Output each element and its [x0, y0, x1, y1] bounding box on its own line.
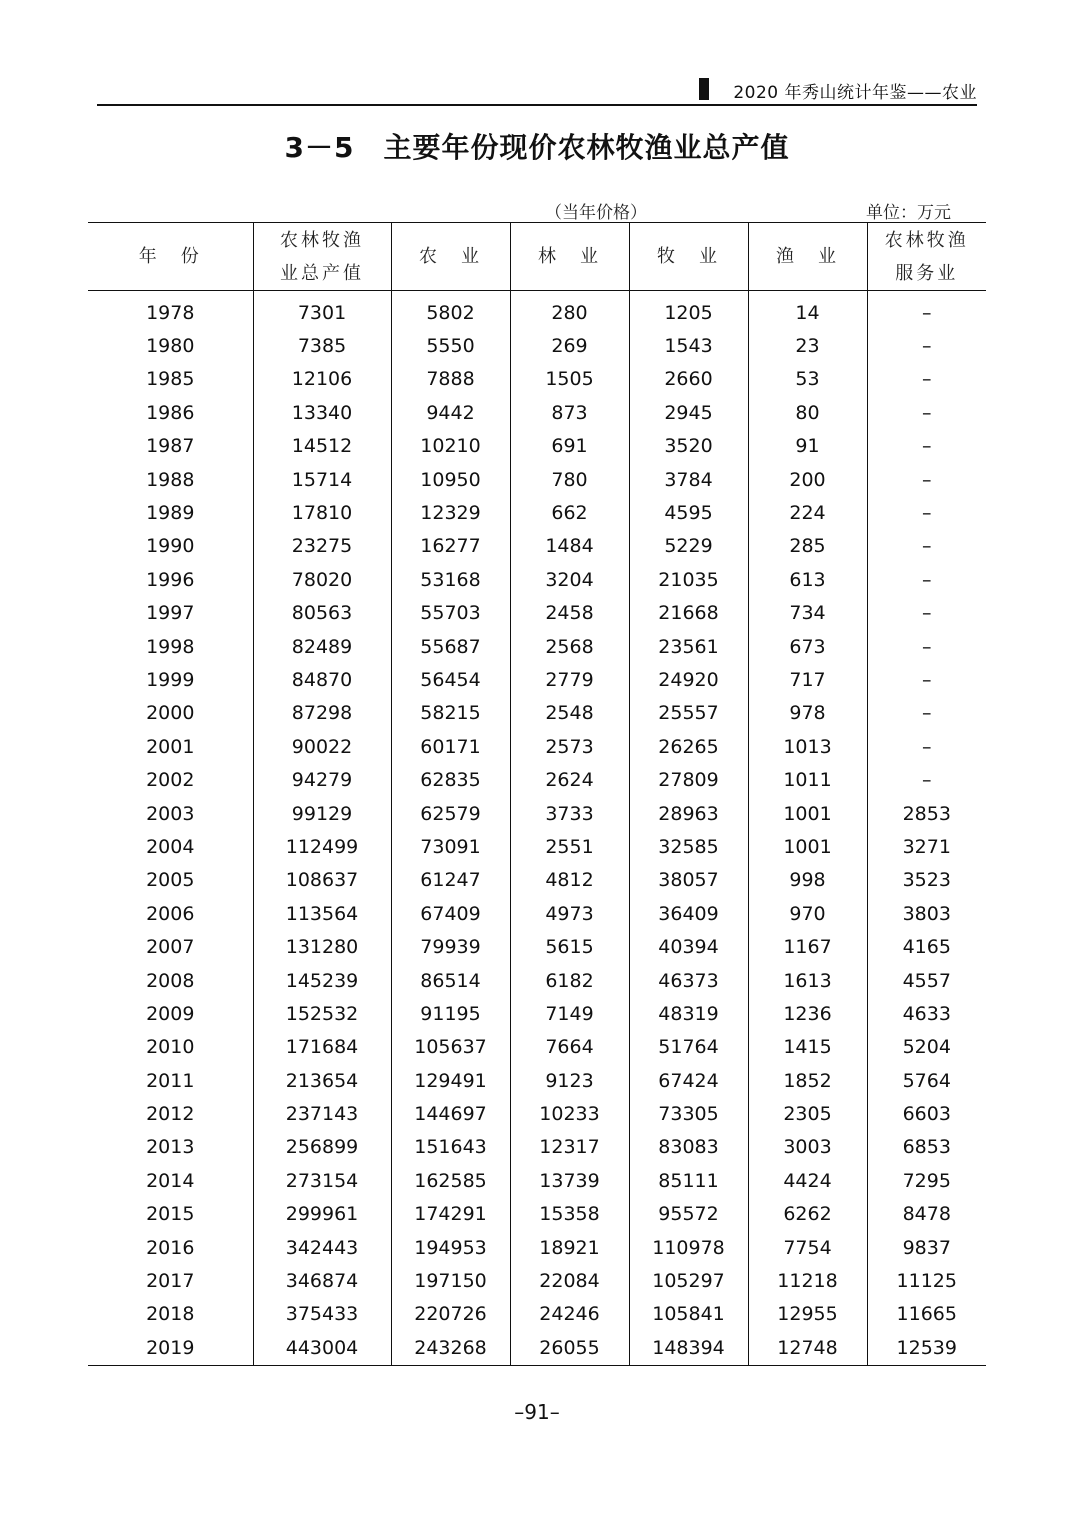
col-fishery-cell: 7754 [748, 1231, 867, 1264]
table-row [88, 1231, 986, 1264]
table-row [88, 797, 986, 830]
col-services-cell: 2853 [867, 797, 986, 830]
col-agriculture-cell: 10210 [391, 430, 510, 463]
col-agriculture-cell: 55703 [391, 597, 510, 630]
col-agriculture-cell: 5802 [391, 291, 510, 330]
col-animal-husbandry-cell: 38057 [629, 864, 748, 897]
col-services-cell: – [867, 530, 986, 563]
col-forestry-cell: 5615 [510, 930, 629, 963]
col-total-output-cell: 342443 [253, 1231, 391, 1264]
col-forestry-cell: 280 [510, 291, 629, 330]
col-services-cell: 3271 [867, 830, 986, 863]
col-fishery-cell: 224 [748, 496, 867, 529]
col-fishery-cell: 6262 [748, 1198, 867, 1231]
col-total-output-cell: 14512 [253, 430, 391, 463]
col-agriculture-cell: 79939 [391, 930, 510, 963]
col-agriculture-cell: 243268 [391, 1331, 510, 1365]
col-fishery-cell: 14 [748, 291, 867, 330]
col-fishery-cell: 1001 [748, 797, 867, 830]
col-services-cell: – [867, 697, 986, 730]
data-table-container [88, 222, 986, 1366]
col-animal-husbandry-cell: 27809 [629, 763, 748, 796]
table-row [88, 730, 986, 763]
col-fishery-header: 渔 业 [748, 223, 867, 291]
col-agriculture-cell: 174291 [391, 1198, 510, 1231]
table-row [88, 430, 986, 463]
col-total-output-cell: 15714 [253, 463, 391, 496]
table-row [88, 864, 986, 897]
col-year-cell: 2005 [146, 869, 195, 892]
col-total-output-cell: 443004 [253, 1331, 391, 1365]
col-total-output-cell: 273154 [253, 1164, 391, 1197]
col-total-output-cell: 99129 [253, 797, 391, 830]
col-animal-husbandry-cell: 1205 [629, 291, 748, 330]
col-services-cell: 5764 [867, 1064, 986, 1097]
col-year-cell: 1996 [146, 568, 195, 591]
col-forestry-header: 林 业 [510, 223, 629, 291]
col-services-cell: 12539 [867, 1331, 986, 1365]
table-header-row [88, 223, 986, 291]
data-table [88, 222, 986, 1366]
col-agriculture-cell: 86514 [391, 964, 510, 997]
col-services-cell: – [867, 329, 986, 362]
col-services-cell: 3803 [867, 897, 986, 930]
col-forestry-cell: 4973 [510, 897, 629, 930]
col-agriculture-cell: 194953 [391, 1231, 510, 1264]
table-row [88, 1064, 986, 1097]
col-year-cell: 2004 [146, 835, 195, 858]
table-row [88, 997, 986, 1030]
col-animal-husbandry-cell: 3784 [629, 463, 748, 496]
col-animal-husbandry-cell: 36409 [629, 897, 748, 930]
col-animal-husbandry-cell: 21668 [629, 597, 748, 630]
col-year-cell: 2011 [146, 1069, 195, 1092]
table-row [88, 530, 986, 563]
running-title: 2020 年秀山统计年鉴——农业 [733, 83, 977, 103]
col-year-cell: 2012 [146, 1103, 195, 1126]
col-forestry-cell: 22084 [510, 1264, 629, 1297]
col-forestry-cell: 6182 [510, 964, 629, 997]
col-forestry-cell: 9123 [510, 1064, 629, 1097]
col-agriculture-header: 农 业 [391, 223, 510, 291]
col-fishery-cell: 1001 [748, 830, 867, 863]
col-forestry-cell: 15358 [510, 1198, 629, 1231]
table-row [88, 1097, 986, 1130]
col-year-cell: 1998 [146, 635, 195, 658]
col-year-cell: 1990 [146, 535, 195, 558]
col-fishery-cell: 200 [748, 463, 867, 496]
col-year-cell: 2000 [146, 702, 195, 725]
col-total-output-cell: 80563 [253, 597, 391, 630]
col-agriculture-cell: 62835 [391, 763, 510, 796]
col-total-output-cell: 94279 [253, 763, 391, 796]
col-agriculture-cell: 151643 [391, 1131, 510, 1164]
col-animal-husbandry-cell: 95572 [629, 1198, 748, 1231]
col-animal-husbandry-cell: 46373 [629, 964, 748, 997]
col-agriculture-cell: 5550 [391, 329, 510, 362]
col-total-output-cell: 152532 [253, 997, 391, 1030]
col-animal-husbandry-cell: 40394 [629, 930, 748, 963]
col-year-cell: 1999 [146, 668, 195, 691]
col-services-cell: 11125 [867, 1264, 986, 1297]
col-services-cell: – [867, 630, 986, 663]
col-fishery-cell: 4424 [748, 1164, 867, 1197]
col-services-cell: – [867, 363, 986, 396]
col-services-cell: 8478 [867, 1198, 986, 1231]
col-year-cell: 2019 [88, 1331, 253, 1365]
col-year-cell: 1989 [146, 502, 195, 525]
col-animal-husbandry-cell: 26265 [629, 730, 748, 763]
col-total-output-cell: 256899 [253, 1131, 391, 1164]
col-total-output-cell: 12106 [253, 363, 391, 396]
col-services-cell: – [867, 496, 986, 529]
col-forestry-cell: 2568 [510, 630, 629, 663]
col-forestry-cell: 18921 [510, 1231, 629, 1264]
col-animal-husbandry-cell: 2660 [629, 363, 748, 396]
table-row [88, 1198, 986, 1231]
col-fishery-cell: 734 [748, 597, 867, 630]
col-agriculture-cell: 9442 [391, 396, 510, 429]
col-year-cell: 1987 [146, 435, 195, 458]
col-services-cell: 11665 [867, 1298, 986, 1331]
table-row [88, 930, 986, 963]
col-services-cell: – [867, 663, 986, 696]
col-fishery-cell: 1852 [748, 1064, 867, 1097]
col-forestry-cell: 10233 [510, 1097, 629, 1130]
col-total-output-cell: 145239 [253, 964, 391, 997]
col-animal-husbandry-cell: 105841 [629, 1298, 748, 1331]
col-fishery-cell: 673 [748, 630, 867, 663]
col-year-cell: 1978 [146, 301, 195, 324]
table-row [88, 1164, 986, 1197]
col-agriculture-cell: 53168 [391, 563, 510, 596]
col-forestry-cell: 2548 [510, 697, 629, 730]
col-year-cell: 2013 [146, 1136, 195, 1159]
col-year-cell: 2015 [146, 1203, 195, 1226]
col-services-cell: – [867, 597, 986, 630]
table-row [88, 1031, 986, 1064]
col-year-cell: 1986 [146, 401, 195, 424]
col-total-output-cell: 13340 [253, 396, 391, 429]
col-services-cell: 7295 [867, 1164, 986, 1197]
col-year-cell: 2017 [146, 1270, 195, 1293]
col-forestry-cell: 2573 [510, 730, 629, 763]
unit-note: 单位：万元 [866, 203, 951, 223]
col-year-cell: 2001 [146, 735, 195, 758]
col-fishery-cell: 1167 [748, 930, 867, 963]
col-total-output-cell: 346874 [253, 1264, 391, 1297]
col-animal-husbandry-cell: 2945 [629, 396, 748, 429]
col-services-cell: – [867, 291, 986, 330]
col-total-output-cell: 213654 [253, 1064, 391, 1097]
col-agriculture-cell: 162585 [391, 1164, 510, 1197]
table-row [88, 964, 986, 997]
col-year-cell: 2002 [146, 769, 195, 792]
col-total-output-cell: 82489 [253, 630, 391, 663]
col-year-cell: 2007 [146, 936, 195, 959]
col-agriculture-cell: 55687 [391, 630, 510, 663]
col-fishery-cell: 970 [748, 897, 867, 930]
col-year-cell: 2008 [146, 969, 195, 992]
col-animal-husbandry-cell: 73305 [629, 1097, 748, 1130]
col-fishery-cell: 2305 [748, 1097, 867, 1130]
table-row [88, 1298, 986, 1331]
col-agriculture-cell: 197150 [391, 1264, 510, 1297]
col-year-cell: 2010 [146, 1036, 195, 1059]
col-year-cell: 1988 [146, 468, 195, 491]
col-year-cell: 1997 [146, 602, 195, 625]
col-year-cell: 2003 [146, 802, 195, 825]
col-animal-husbandry-cell: 85111 [629, 1164, 748, 1197]
col-forestry-cell: 4812 [510, 864, 629, 897]
col-forestry-cell: 12317 [510, 1131, 629, 1164]
col-fishery-cell: 1013 [748, 730, 867, 763]
table-row [88, 1331, 986, 1365]
col-fishery-cell: 11218 [748, 1264, 867, 1297]
col-services-cell: 4633 [867, 997, 986, 1030]
table-row [88, 830, 986, 863]
col-agriculture-cell: 7888 [391, 363, 510, 396]
col-animal-husbandry-cell: 105297 [629, 1264, 748, 1297]
table-row [88, 697, 986, 730]
col-services-cell: 6603 [867, 1097, 986, 1130]
col-fishery-cell: 613 [748, 563, 867, 596]
col-services-cell: 4165 [867, 930, 986, 963]
col-total-output-cell: 7301 [253, 291, 391, 330]
table-row [88, 396, 986, 429]
col-agriculture-cell: 105637 [391, 1031, 510, 1064]
col-year-cell: 2018 [146, 1303, 195, 1326]
col-animal-husbandry-cell: 148394 [629, 1331, 748, 1365]
col-fishery-cell: 3003 [748, 1131, 867, 1164]
col-services-cell: – [867, 563, 986, 596]
col-services-cell: 6853 [867, 1131, 986, 1164]
col-fishery-cell: 53 [748, 363, 867, 396]
col-forestry-cell: 7149 [510, 997, 629, 1030]
col-agriculture-cell: 220726 [391, 1298, 510, 1331]
col-agriculture-cell: 129491 [391, 1064, 510, 1097]
col-fishery-cell: 91 [748, 430, 867, 463]
table-row [88, 1131, 986, 1164]
col-total-output-cell: 171684 [253, 1031, 391, 1064]
col-total-output-cell: 113564 [253, 897, 391, 930]
table-row [88, 496, 986, 529]
col-fishery-cell: 285 [748, 530, 867, 563]
col-total-output-cell: 112499 [253, 830, 391, 863]
col-animal-husbandry-cell: 5229 [629, 530, 748, 563]
col-agriculture-cell: 62579 [391, 797, 510, 830]
col-forestry-cell: 1505 [510, 363, 629, 396]
col-fishery-cell: 12748 [748, 1331, 867, 1365]
col-year-cell: 1980 [146, 335, 195, 358]
col-animal-husbandry-cell: 28963 [629, 797, 748, 830]
col-total-output-cell: 7385 [253, 329, 391, 362]
col-forestry-cell: 873 [510, 396, 629, 429]
table-row [88, 597, 986, 630]
col-services-cell: 5204 [867, 1031, 986, 1064]
col-forestry-cell: 2458 [510, 597, 629, 630]
price-note: （当年价格） [545, 203, 647, 223]
col-animal-husbandry-cell: 1543 [629, 329, 748, 362]
col-total-output-cell: 23275 [253, 530, 391, 563]
col-animal-husbandry-cell: 4595 [629, 496, 748, 529]
table-row [88, 329, 986, 362]
col-total-output-cell: 78020 [253, 563, 391, 596]
col-total-output-cell: 84870 [253, 663, 391, 696]
col-agriculture-cell: 61247 [391, 864, 510, 897]
col-animal-husbandry-cell: 110978 [629, 1231, 748, 1264]
col-agriculture-cell: 58215 [391, 697, 510, 730]
col-animal-husbandry-cell: 3520 [629, 430, 748, 463]
col-fishery-cell: 12955 [748, 1298, 867, 1331]
col-fishery-cell: 998 [748, 864, 867, 897]
col-services-cell: – [867, 463, 986, 496]
col-agriculture-cell: 67409 [391, 897, 510, 930]
col-year-header: 年 份 [88, 223, 253, 291]
col-animal-husbandry-cell: 83083 [629, 1131, 748, 1164]
col-services-cell: – [867, 396, 986, 429]
col-forestry-cell: 662 [510, 496, 629, 529]
col-fishery-cell: 23 [748, 329, 867, 362]
col-forestry-cell: 269 [510, 329, 629, 362]
col-services-cell: – [867, 763, 986, 796]
header-marker [699, 78, 709, 100]
col-services-cell: – [867, 430, 986, 463]
col-agriculture-cell: 56454 [391, 663, 510, 696]
col-fishery-cell: 80 [748, 396, 867, 429]
col-fishery-cell: 978 [748, 697, 867, 730]
col-total-output-cell: 299961 [253, 1198, 391, 1231]
col-animal-husbandry-header: 牧 业 [629, 223, 748, 291]
col-forestry-cell: 780 [510, 463, 629, 496]
col-animal-husbandry-cell: 51764 [629, 1031, 748, 1064]
col-forestry-cell: 1484 [510, 530, 629, 563]
table-row [88, 463, 986, 496]
col-forestry-cell: 3204 [510, 563, 629, 596]
col-year-cell: 2006 [146, 902, 195, 925]
col-forestry-cell: 24246 [510, 1298, 629, 1331]
table-row [88, 563, 986, 596]
table-row [88, 363, 986, 396]
col-total-output-cell: 108637 [253, 864, 391, 897]
table-row [88, 763, 986, 796]
col-total-output-header: 农林牧渔 业总产值 [253, 223, 391, 291]
col-services-cell: 9837 [867, 1231, 986, 1264]
col-animal-husbandry-cell: 67424 [629, 1064, 748, 1097]
col-year-cell: 2014 [146, 1169, 195, 1192]
table-body [88, 291, 986, 1366]
col-agriculture-cell: 16277 [391, 530, 510, 563]
col-agriculture-cell: 10950 [391, 463, 510, 496]
col-animal-husbandry-cell: 32585 [629, 830, 748, 863]
table-row [88, 291, 986, 330]
col-fishery-cell: 1415 [748, 1031, 867, 1064]
col-fishery-cell: 1613 [748, 964, 867, 997]
col-services-cell: – [867, 730, 986, 763]
col-animal-husbandry-cell: 25557 [629, 697, 748, 730]
col-year-cell: 1985 [146, 368, 195, 391]
col-services-cell: 4557 [867, 964, 986, 997]
col-total-output-cell: 90022 [253, 730, 391, 763]
table-row [88, 663, 986, 696]
col-total-output-cell: 237143 [253, 1097, 391, 1130]
col-agriculture-cell: 60171 [391, 730, 510, 763]
col-animal-husbandry-cell: 23561 [629, 630, 748, 663]
table-row [88, 1264, 986, 1297]
page-number: –91– [514, 1400, 560, 1424]
col-total-output-cell: 375433 [253, 1298, 391, 1331]
col-fishery-cell: 1236 [748, 997, 867, 1030]
page-title: 3－5 主要年份现价农林牧渔业总产值 [284, 131, 790, 164]
col-forestry-cell: 2779 [510, 663, 629, 696]
col-agriculture-cell: 12329 [391, 496, 510, 529]
col-forestry-cell: 2551 [510, 830, 629, 863]
col-year-cell: 2009 [146, 1002, 195, 1025]
col-animal-husbandry-cell: 21035 [629, 563, 748, 596]
col-forestry-cell: 3733 [510, 797, 629, 830]
col-year-cell: 2016 [146, 1236, 195, 1259]
col-fishery-cell: 717 [748, 663, 867, 696]
col-total-output-cell: 17810 [253, 496, 391, 529]
col-fishery-cell: 1011 [748, 763, 867, 796]
col-agriculture-cell: 73091 [391, 830, 510, 863]
col-forestry-cell: 7664 [510, 1031, 629, 1064]
col-forestry-cell: 13739 [510, 1164, 629, 1197]
col-services-cell: 3523 [867, 864, 986, 897]
running-header [97, 76, 977, 106]
col-forestry-cell: 2624 [510, 763, 629, 796]
col-forestry-cell: 26055 [510, 1331, 629, 1365]
col-services-header: 农林牧渔 服务业 [867, 223, 986, 291]
table-row [88, 897, 986, 930]
col-animal-husbandry-cell: 24920 [629, 663, 748, 696]
col-animal-husbandry-cell: 48319 [629, 997, 748, 1030]
col-total-output-cell: 87298 [253, 697, 391, 730]
col-forestry-cell: 691 [510, 430, 629, 463]
col-agriculture-cell: 91195 [391, 997, 510, 1030]
col-agriculture-cell: 144697 [391, 1097, 510, 1130]
table-row [88, 630, 986, 663]
col-total-output-cell: 131280 [253, 930, 391, 963]
